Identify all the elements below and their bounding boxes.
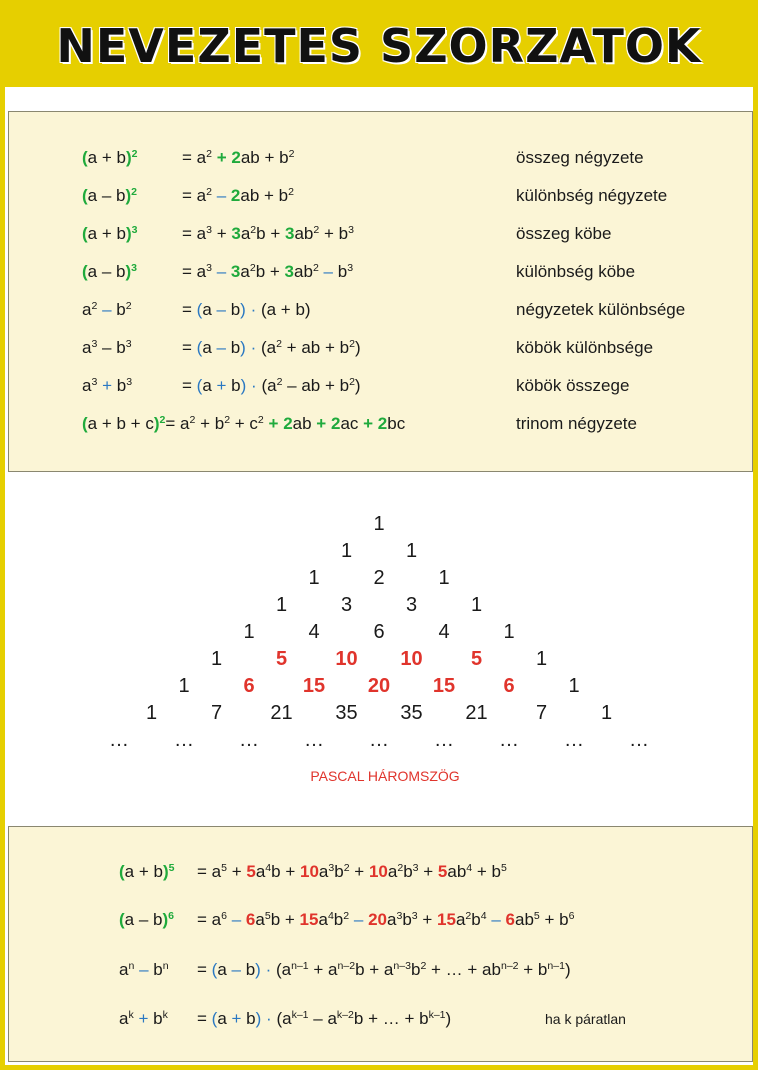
pascal-number: 35 — [335, 702, 358, 724]
pascal-number: … — [564, 729, 584, 751]
formula-rhs: = $a^3 - 3a^2b + 3ab^2 - b^3$ — [182, 262, 354, 281]
formula-name: köbök különbsége — [516, 338, 654, 357]
formula-row — [9, 335, 752, 361]
pascal-number: 21 — [465, 702, 488, 724]
formula-rhs: = $a^2 - 2ab + b^2$ — [182, 186, 294, 205]
formula-box — [8, 111, 753, 472]
pascal-number: 10 — [335, 648, 358, 670]
pascal-number: 1 — [600, 702, 613, 724]
formula-row — [9, 297, 752, 323]
formula-row — [9, 906, 752, 934]
formula-name: köbök összege — [516, 376, 630, 395]
formula-rhs: = $(a + b) \cdot (a^{k-1} - a^{k-2}b$ + … + $b^{k-1}$) — [197, 1009, 452, 1028]
pascal-number: 1 — [145, 702, 158, 724]
formula-rhs: = $(a - b) \cdot (a^{n-1} + a^{n-2}b + a^{n-3}b^2$ + … + $ab^{n-2} + b^{n-1}$) — [197, 960, 571, 979]
formula-rhs: = $(a - b) \cdot (a^2$ + ab + $b^2$) — [182, 338, 361, 357]
pascal-number: 1 — [340, 540, 353, 562]
pascal-number: … — [304, 729, 324, 751]
pascal-number: 15 — [432, 675, 456, 697]
formula-name: összeg négyzete — [516, 148, 644, 167]
pascal-number: 1 — [438, 567, 450, 589]
formula-rhs: = $(a + b) \cdot (a^2$ – ab + $b^2$) — [182, 376, 361, 395]
pascal-number: 1 — [178, 675, 190, 697]
pascal-number: 35 — [400, 702, 423, 724]
pascal-number: 10 — [400, 648, 423, 670]
formula-row — [9, 221, 752, 247]
pascal-number: 6 — [243, 675, 255, 697]
pascal-number: 3 — [405, 594, 418, 616]
formula-row — [9, 145, 752, 171]
page-title: NEVEZETES SZORZATOK — [56, 19, 702, 73]
formula-row — [9, 411, 752, 437]
formula-name: összeg köbe — [516, 224, 612, 243]
pascal-number: 1 — [568, 675, 580, 697]
pascal-number: 21 — [270, 702, 293, 724]
pascal-number: 5 — [275, 648, 288, 670]
pascal-number: 1 — [243, 621, 255, 643]
formula-row — [9, 373, 752, 399]
power-formula-box — [8, 826, 753, 1062]
pascal-number: 1 — [210, 648, 223, 670]
pascal-number: 4 — [308, 621, 320, 643]
pascal-number: 1 — [405, 540, 418, 562]
formula-rhs: = $a^3 + 3a^2b + 3ab^2 + b^3$ — [182, 224, 354, 243]
pascal-number: 3 — [340, 594, 353, 616]
formula-lhs: $(a + b)^5$ — [119, 862, 175, 881]
pascal-number: 20 — [367, 675, 391, 697]
formula-lhs: $(a + b + c)^2= a^2 + b^2 + c^2 + 2ab + 2ac + 2bc$ — [82, 414, 406, 433]
formula-rhs: = $a^6 - 6a^5b + 15a^4b^2 - 20a^3b^3 + 15a^2b^4 - 6ab^5 + b^6$ — [197, 910, 575, 929]
pascal-number: 1 — [275, 594, 288, 616]
formula-name: különbség köbe — [516, 262, 636, 281]
condition-note: ha k páratlan — [545, 1011, 626, 1027]
formula-lhs: $a^k + b^k$ — [119, 1009, 168, 1028]
formula-lhs: $(a + b)^2$ — [82, 148, 138, 167]
pascal-number: … — [434, 729, 454, 751]
formula-lhs: $(a + b)^3$ — [82, 224, 138, 243]
pascal-number: … — [174, 729, 194, 751]
formula-lhs: $a^3 + b^3$ — [82, 376, 133, 395]
formula-name: négyzetek különbsége — [516, 300, 686, 319]
formula-name: trinom négyzete — [516, 414, 637, 433]
pascal-number: 1 — [535, 648, 548, 670]
pascal-number: 4 — [438, 621, 450, 643]
pascal-number: … — [109, 729, 129, 751]
pascal-number: … — [239, 729, 259, 751]
formula-rhs: = (a – b) · (a + b) — [182, 300, 311, 319]
formula-rhs: = $a^5 + 5a^4b + 10a^3b^2 + 10a^2b^3 + 5ab^4 + b^5$ — [197, 862, 507, 881]
pascal-number: 1 — [308, 567, 320, 589]
pascal-label: PASCAL HÁROMSZÖG — [310, 768, 460, 784]
pascal-number: … — [499, 729, 519, 751]
formula-row — [9, 259, 752, 285]
formula-rhs: = $a^2 + 2ab + b^2$ — [182, 148, 295, 167]
pascal-number: 15 — [302, 675, 326, 697]
pascal-number: … — [629, 729, 649, 751]
pascal-number: 6 — [503, 675, 515, 697]
pascal-number: 1 — [503, 621, 515, 643]
pascal-number: 1 — [470, 594, 483, 616]
formula-row — [9, 956, 752, 984]
formula-lhs: (a – b)$^2$ — [82, 186, 138, 205]
formula-row — [9, 183, 752, 209]
pascal-number: 7 — [210, 702, 223, 724]
formula-lhs: (a – b)$^3$ — [82, 262, 138, 281]
formula-lhs: $a^n - b^n$ — [119, 960, 169, 979]
formula-name: különbség négyzete — [516, 186, 668, 205]
pascal-number: 5 — [470, 648, 483, 670]
pascal-number: 6 — [373, 621, 385, 643]
pascal-number: 7 — [535, 702, 548, 724]
formula-lhs: $a^2 - b^2$ — [82, 300, 132, 319]
pascal-number: 1 — [373, 513, 385, 535]
pascal-number: … — [369, 729, 389, 751]
formula-row — [9, 858, 752, 886]
formula-lhs: (a – b)$^6$ — [119, 910, 175, 929]
title-banner — [5, 5, 753, 87]
formula-lhs: $a^3 - b^3$ — [82, 338, 132, 357]
formula-row — [9, 1005, 752, 1033]
pascal-number: 2 — [373, 567, 385, 589]
